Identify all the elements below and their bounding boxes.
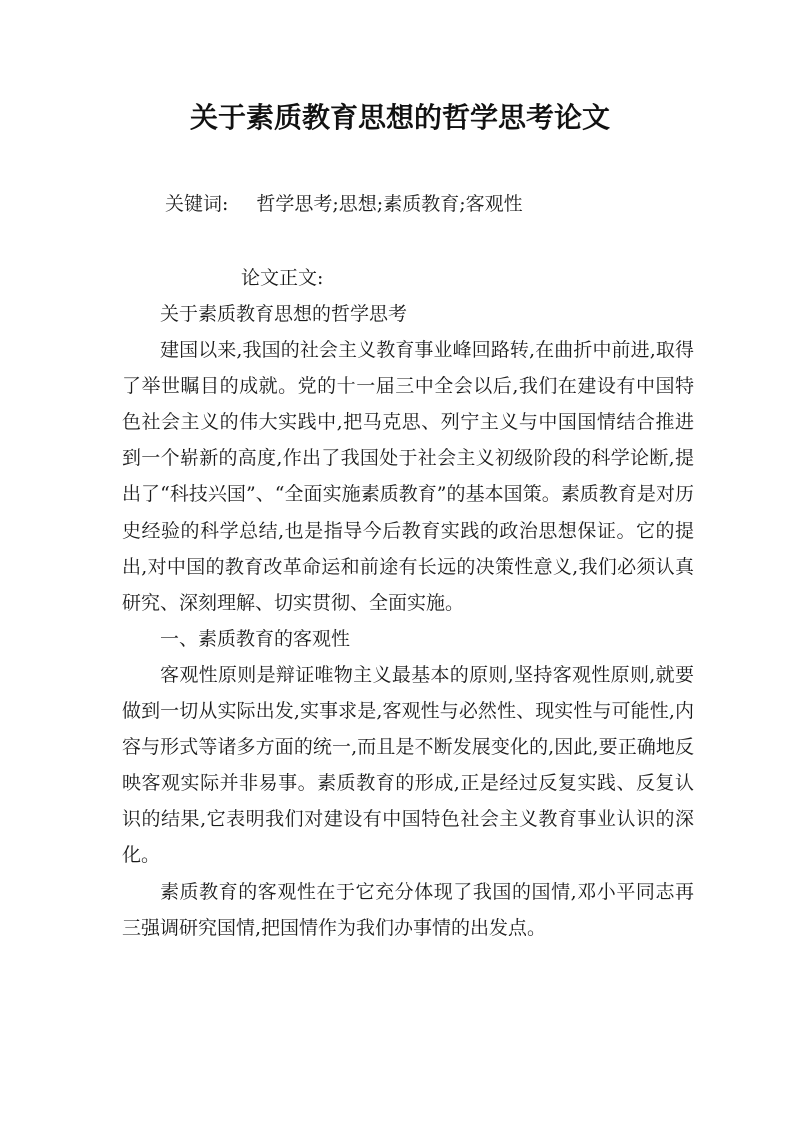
paragraph: 客观性原则是辩证唯物主义最基本的原则,坚持客观性原则,就要做到一切从实际出发,实事求是,客观性与必然性、现实性与可能性,内容与形式等诸多方面的统一,而且是不断发展变化的,因此,要正确地反映客观实际并非易事。素质教育的形成,正是经过反复实践、反复认识的结果,它表明我们对建设有中国特色社会主义教育事业认识的深化。 — [122, 663, 694, 867]
document-title: 关于素质教育思想的哲学思考论文 — [189, 101, 610, 134]
paragraph: 素质教育的客观性在于它充分体现了我国的国情,邓小平同志再三强调研究国情,把国情作为我们办事情的出发点。 — [122, 880, 694, 939]
section-heading: 一、素质教育的客观性 — [160, 627, 351, 650]
keywords-value: 哲学思考;思想;素质教育;客观性 — [256, 193, 523, 215]
keywords-label: 关键词: — [165, 193, 229, 215]
body-label: 论文正文: — [241, 267, 324, 289]
section-subtitle: 关于素质教育思想的哲学思考 — [160, 303, 408, 325]
paragraph: 建国以来,我国的社会主义教育事业峰回路转,在曲折中前进,取得了举世瞩目的成就。党的十一届三中全会以后,我们在建设有中国特色社会主义的伟大实践中,把马克思、列宁主义与中国国情结合推进到一个崭新的高度,作出了我国处于社会主义初级阶段的科学论断,提出了“科技兴国”、“全面实施素质教育”的基本国策。素质教育是对历史经验的科学总结,也是指导今后教育实践的政治思想保证。它的提出,对中国的教育改革命运和前途有长远的决策性意义,我们必须认真研究、深刻理解、切实贯彻、全面实施。 — [122, 339, 694, 614]
keywords-line — [165, 186, 725, 222]
document-body — [122, 296, 694, 946]
